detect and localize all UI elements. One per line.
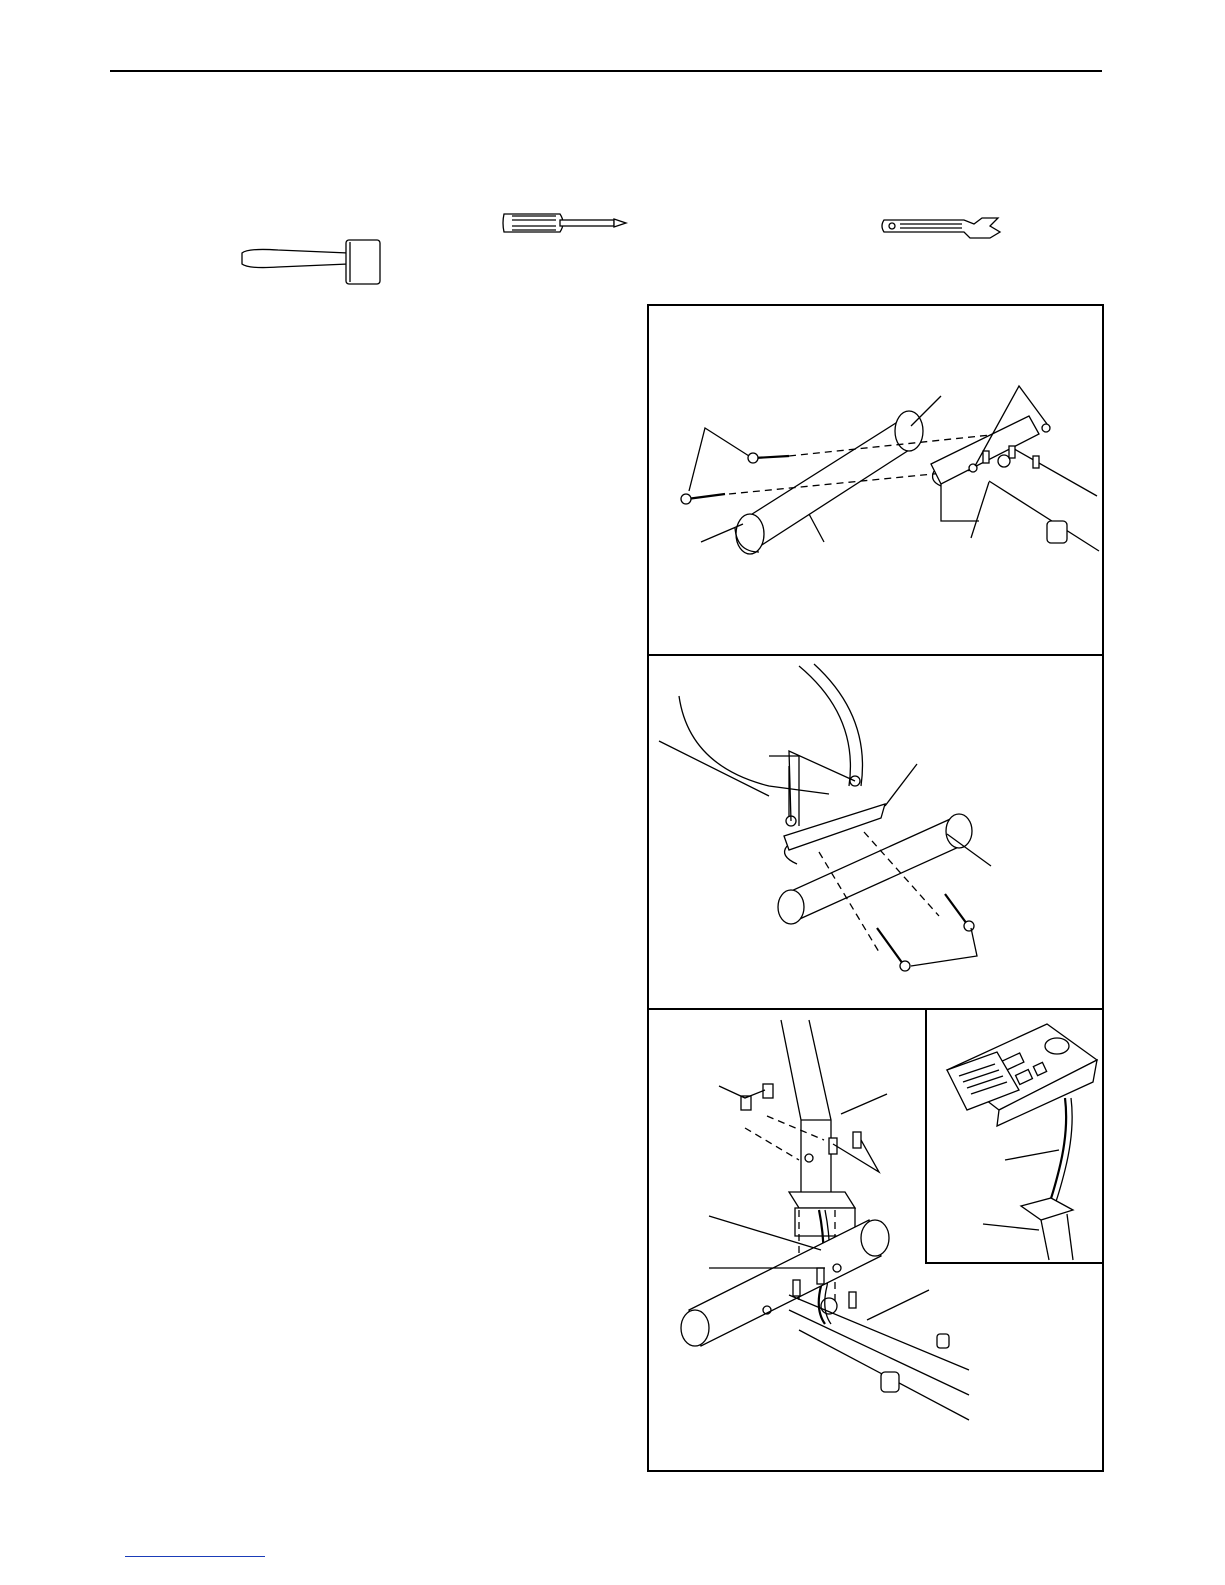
- header-rule: [110, 70, 1102, 72]
- adjustable-wrench-icon: [878, 212, 1008, 246]
- footer-link-underline: [125, 1556, 265, 1557]
- rubber-mallet-icon: [238, 236, 388, 288]
- figure-3-inset-console-wire: [925, 1008, 1104, 1264]
- figure-2-rear-stabilizer: [647, 654, 1104, 1010]
- phillips-screwdriver-icon: [500, 210, 630, 236]
- figure-1-front-stabilizer: [647, 304, 1104, 656]
